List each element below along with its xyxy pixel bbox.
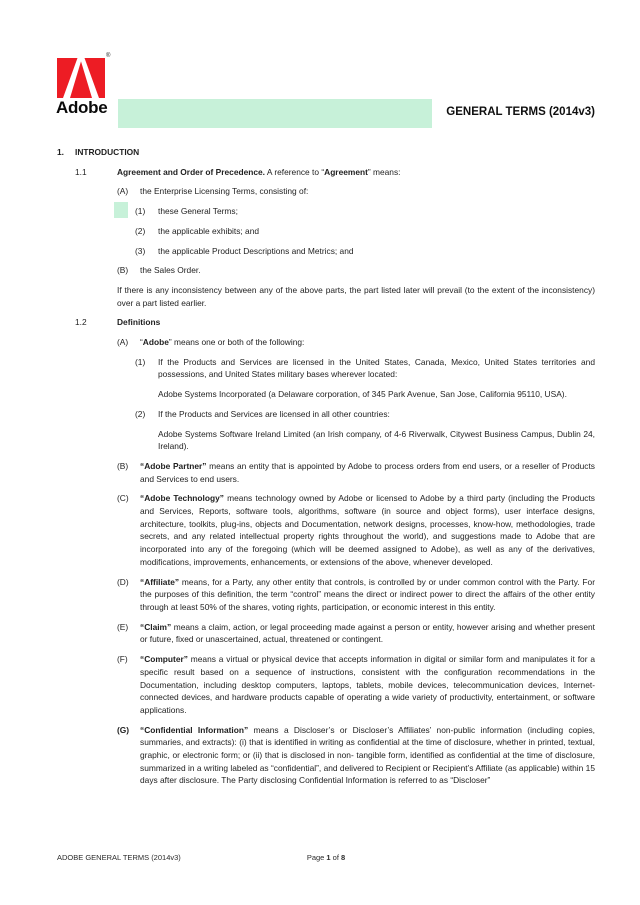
- list-label: (2): [135, 408, 146, 419]
- list-label: (1): [135, 206, 146, 217]
- definition-adobe-other-entity: [158, 428, 595, 453]
- list-text: the Sales Order.: [140, 265, 201, 276]
- definition-adobe-partner: [117, 460, 595, 485]
- clause-number: 1.1: [75, 166, 87, 177]
- green-highlight-mark: [114, 202, 128, 218]
- definition-text: If the Products and Services are licensed in all other countries:: [158, 408, 390, 419]
- green-highlight-bar: [118, 99, 432, 128]
- footer-document-name: ADOBE GENERAL TERMS (2014v3): [57, 853, 181, 862]
- list-label: (D): [117, 576, 129, 587]
- clause-number: 1.2: [75, 317, 87, 328]
- list-label: (2): [135, 225, 146, 236]
- definition-adobe: [117, 336, 595, 349]
- list-label: (B): [117, 460, 129, 471]
- list-label: (G): [117, 724, 130, 735]
- adobe-logo-icon: [57, 58, 105, 98]
- definition-text: “Claim” means a claim, action, or legal proceeding made against a person or entity, however arising and whether present or future, fixed or unascertained, actual, threatened or contingent.: [140, 621, 595, 645]
- list-item-a1: [135, 205, 595, 218]
- section-title: INTRODUCTION: [75, 147, 140, 157]
- adobe-wordmark: Adobe: [56, 98, 108, 117]
- document-title: GENERAL TERMS (2014v3): [446, 106, 595, 118]
- list-label: (A): [117, 186, 129, 197]
- list-label: (C): [117, 493, 129, 504]
- definition-text: “Affiliate” means, for a Party, any other entity that controls, is controlled by or under common control with the Party. For the purposes of this definition, the term “control” means the direct or indirect power to direct the affairs of the other entity through at least 50% of the shares, voting rights, participation, or economic interest in this entity.: [140, 576, 595, 612]
- clause-text: Agreement and Order of Precedence. A reference to “Agreement” means:: [117, 166, 401, 177]
- list-label: (A): [117, 337, 129, 348]
- definition-claim: [117, 621, 595, 646]
- definition-text: “Adobe” means one or both of the following:: [140, 337, 305, 348]
- definition-computer: [117, 653, 595, 717]
- list-text: these General Terms;: [158, 206, 238, 217]
- list-label: (F): [117, 654, 128, 665]
- page-number: Page 1 of 8: [306, 853, 346, 862]
- list-label: (E): [117, 621, 129, 632]
- paragraph-text: If there is any inconsistency between any of the above parts, the part listed later will prevail (to the extent of the inconsistency) over a part listed earlier.: [117, 284, 595, 308]
- definition-text: “Adobe Partner” means an entity that is appointed by Adobe to process orders from end users, or a reseller of Products and Services to end users.: [140, 460, 595, 484]
- clause-1-1: [75, 166, 595, 179]
- paragraph-text: Adobe Systems Software Ireland Limited (an Irish company, of 4-6 Riverwalk, Citywest Business Campus, Dublin 24, Ireland).: [158, 428, 595, 452]
- registered-trademark-symbol: ®: [106, 53, 111, 59]
- definition-confidential-information: [117, 724, 595, 788]
- definition-text: If the Products and Services are licensed in the United States, Canada, Mexico, United States territories and possessions, and United States military bases wherever located:: [158, 356, 595, 380]
- list-label: (B): [117, 265, 129, 276]
- section-number: 1.: [57, 147, 64, 157]
- definition-adobe-us-entity: [158, 388, 595, 401]
- list-text: the Enterprise Licensing Terms, consisting of:: [140, 186, 309, 197]
- definition-adobe-us: [135, 356, 595, 381]
- clause-text: Definitions: [117, 317, 161, 328]
- list-item-a3: [135, 245, 595, 258]
- definition-text: “Confidential Information” means a Discloser’s or Discloser’s Affiliates’ non-public information (including copies, summaries, and extracts): (i) that is identified in writing as confidential at the time of disclosure, whether in printed, textual, graphic, or electronic form; or (ii) that is disclosed in non- tangible form, identified as confidential at the time of disclosure, summarized in a writing labeled as “confidential”, and delivered to Recipient or Recipient’s Affiliate (as applicable) within 15 days after disclosure. The Party disclosing Confidential Information is referred to as “Discloser”: [140, 724, 595, 786]
- document-body: [57, 146, 595, 787]
- list-label: (1): [135, 356, 146, 367]
- inconsistency-paragraph: [117, 284, 595, 309]
- definition-text: “Adobe Technology” means technology owned by Adobe or licensed to Adobe by a third party (including the Products and Services, Reports, software tools, algorithms, software (in source and object forms), user interface designs, architecture, toolkits, plug-ins, objects and Documentation, network designs, processes, know-how, methodologies, trade secrets, and any related intellectual property rights throughout the world), and suggestions made to Adobe that are incorporated into any of the foregoing (which will be deemed assigned to Adobe), as well as any of the derivatives, modifications, improvements, enhancements, or extensions of the above, whenever developed.: [140, 493, 595, 567]
- page-footer: [57, 853, 595, 863]
- footer-spacer: [345, 853, 595, 863]
- clause-1-2: [75, 316, 595, 329]
- definition-text: “Computer” means a virtual or physical device that accepts information in digital or similar form and manipulates it for a specific result based on a sequence of instructions, consistent with the configuration recommendations in the Documentation, including desktop computers, laptops, tablets, mobile devices, telecommunication devices, Internet-connected devices, and hardware products capable of operating a wide variety of productivity, entertainment, or software applications.: [140, 654, 595, 715]
- list-text: the applicable exhibits; and: [158, 225, 260, 236]
- list-label: (3): [135, 245, 146, 256]
- list-item-a2: [135, 225, 595, 238]
- list-item-b: [117, 264, 595, 277]
- list-text: the applicable Product Descriptions and Metrics; and: [158, 245, 354, 256]
- list-item-a: [117, 185, 595, 198]
- paragraph-text: Adobe Systems Incorporated (a Delaware corporation, of 345 Park Avenue, San Jose, California 95110, USA).: [158, 389, 567, 400]
- definition-adobe-technology: [117, 492, 595, 568]
- definition-adobe-other: [135, 408, 595, 421]
- section-1-heading: [57, 146, 595, 159]
- definition-affiliate: [117, 576, 595, 614]
